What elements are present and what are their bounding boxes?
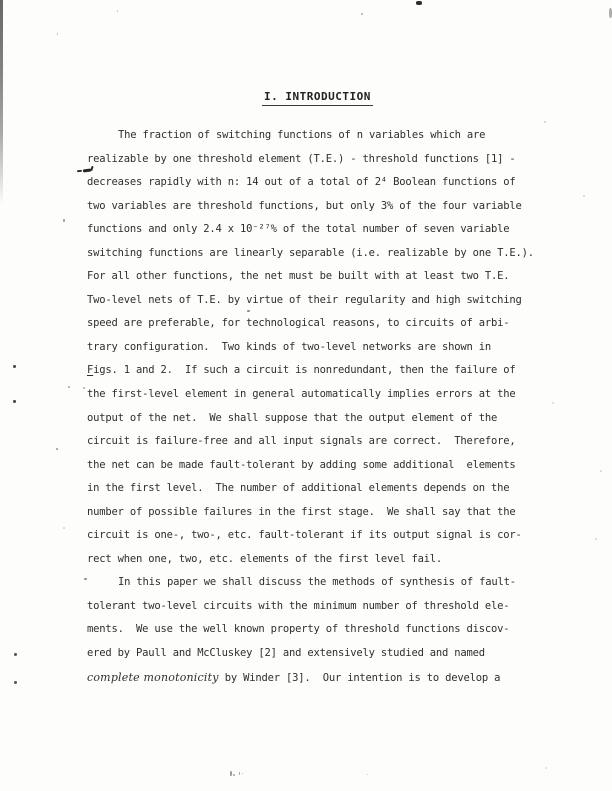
text-segment: the first-level element in general automatically implies errors at the — [87, 388, 516, 401]
text-segment: switching functions are linearly separable (i.e. realizable by one T.E.). — [87, 246, 534, 259]
text-segment: circuit is one-, two-, etc. fault-tolerant if its output signal is cor- — [87, 529, 522, 542]
text-line — [87, 195, 557, 219]
text-segment: In this paper we shall discuss the methods of synthesis of fault- — [118, 576, 516, 589]
scan-speck — [552, 402, 554, 404]
text-segment: igs. 1 and 2. If such a circuit is nonredundant, then the failure of — [93, 364, 516, 377]
text-segment: two variables are threshold functions, but only 3% of the four variable — [87, 199, 522, 212]
scan-speck — [57, 33, 58, 35]
text-line — [87, 430, 557, 454]
scan-speck — [14, 653, 17, 656]
text-segment: trary configuration. Two kinds of two-level networks are shown in — [87, 340, 492, 353]
scan-speck — [233, 774, 235, 776]
scan-speck — [68, 386, 70, 388]
text-segment: ments. We use the well known property of threshold functions discov- — [87, 623, 510, 636]
text-line — [87, 383, 557, 407]
scan-speck — [583, 195, 585, 197]
text-line — [87, 548, 557, 572]
text-segment: tolerant two-level circuits with the minimum number of threshold ele- — [87, 599, 510, 612]
text-segment: realizable by one threshold element (T.E.) - threshold functions [1] - — [87, 152, 516, 165]
text-segment: F — [87, 364, 94, 377]
scan-speck — [247, 310, 250, 312]
text-segment: decreases rapidly with n: 14 out of a total of 2⁴ Boolean functions of — [87, 176, 516, 189]
text-line — [87, 242, 557, 266]
scan-speck — [545, 767, 547, 769]
scan-speck — [63, 219, 65, 222]
text-segment: rect when one, two, etc. elements of the first level fail. — [87, 552, 443, 565]
scan-edge-artifact — [0, 0, 3, 205]
text-line — [87, 124, 557, 148]
text-line — [87, 312, 557, 336]
text-line — [87, 595, 557, 619]
text-segment: functions and only 2.4 x 10⁻²⁷% of the total number of seven variable — [87, 223, 510, 236]
text-segment: For all other functions, the net must be built with at least two T.E. — [87, 270, 510, 283]
text-segment: output of the net. We shall suppose that the output element of the — [87, 411, 498, 424]
text-line — [87, 265, 557, 289]
text-line — [87, 618, 557, 642]
text-line — [87, 666, 557, 690]
text-line — [87, 454, 557, 478]
text-line — [87, 407, 557, 431]
text-segment: by Winder [3]. Our intention is to develop a — [218, 671, 501, 684]
scan-speck — [544, 121, 546, 123]
scan-speck — [242, 773, 243, 774]
scan-speck — [367, 774, 368, 775]
scan-speck — [595, 538, 597, 540]
scan-speck — [13, 365, 16, 368]
emphasized-term: complete monotonicity — [87, 670, 219, 684]
text-segment: in the first level. The number of additional elements depends on the — [87, 482, 510, 495]
scan-speck — [14, 681, 17, 684]
text-line — [87, 336, 557, 360]
text-line — [87, 477, 557, 501]
scan-speck — [230, 771, 232, 776]
section-heading: I. INTRODUCTION — [262, 90, 373, 106]
scan-speck — [361, 13, 363, 15]
text-segment: number of possible failures in the first stage. We shall say that the — [87, 505, 516, 518]
text-segment: circuit is failure-free and all input signals are correct. Therefore, — [87, 435, 516, 448]
scan-speck — [239, 772, 240, 775]
scan-speck — [84, 578, 87, 580]
text-line — [87, 524, 557, 548]
scan-speck — [63, 527, 65, 529]
text-line — [87, 171, 557, 195]
text-line — [87, 289, 557, 313]
scan-speck — [416, 1, 422, 5]
page-body — [87, 124, 557, 689]
text-segment: the net can be made fault-tolerant by adding some additional elements — [87, 458, 516, 471]
scan-speck — [83, 387, 85, 389]
text-line — [87, 359, 557, 383]
text-segment: The fraction of switching functions of n variables which are — [118, 129, 486, 141]
text-line — [87, 218, 557, 242]
scan-speck — [117, 10, 118, 12]
scan-speck — [600, 470, 602, 472]
text-line — [87, 571, 557, 595]
text-segment: ered by Paull and McCluskey [2] and extensively studied and named — [87, 647, 485, 660]
scan-speck — [56, 448, 58, 450]
scan-speck — [13, 400, 16, 403]
text-line — [87, 148, 557, 172]
text-segment: speed are preferable, for technological reasons, to circuits of arbi- — [87, 317, 510, 330]
text-line — [87, 501, 557, 525]
text-line — [87, 642, 557, 666]
text-segment: Two-level nets of T.E. by virtue of their regularity and high switching — [87, 293, 522, 306]
